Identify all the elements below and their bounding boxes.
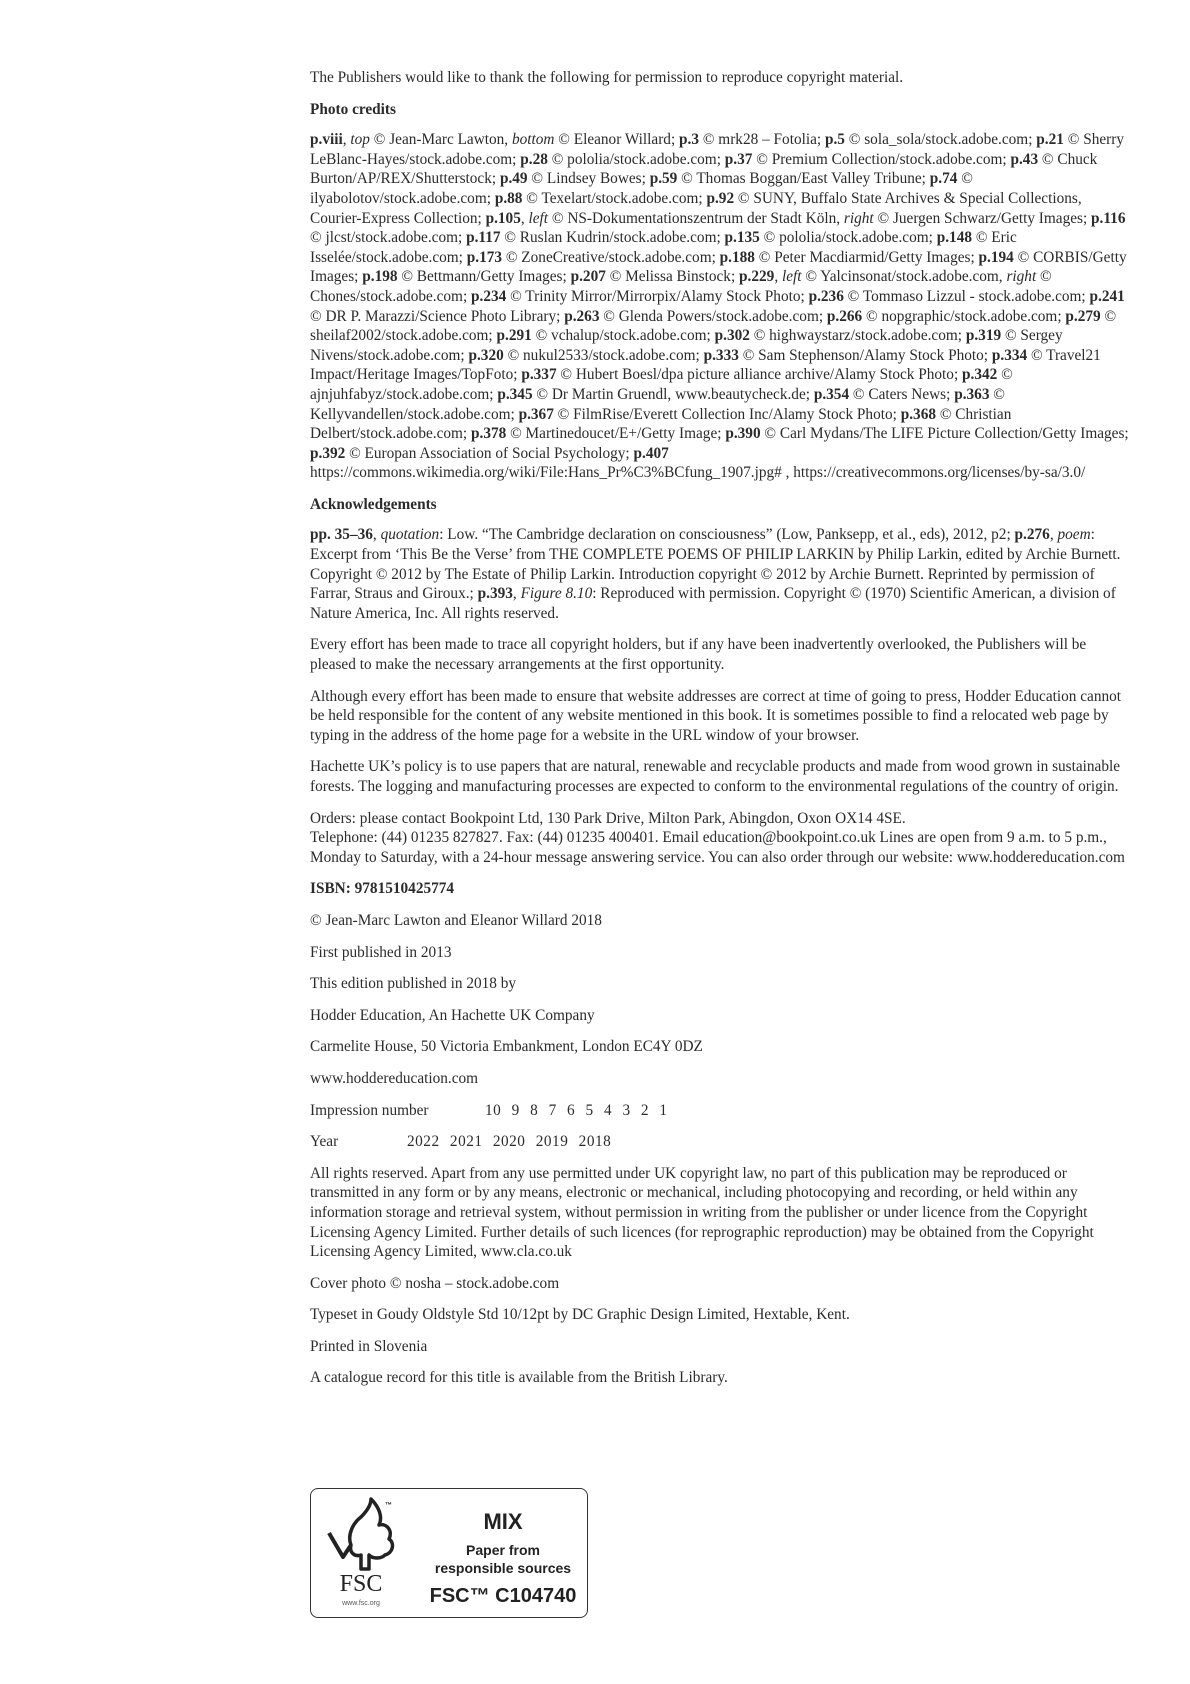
publisher-address: Carmelite House, 50 Victoria Embankment, London EC4Y 0DZ [310, 1038, 703, 1056]
credit-text: © Europan Association of Social Psychology; [345, 444, 634, 462]
credit-text: , [342, 131, 351, 149]
credit-text: © mrk28 – Fotolia; [699, 131, 825, 149]
fsc-licence: FSC™ C104740 [429, 1585, 577, 1607]
credit-text: © Caters News; [849, 385, 955, 403]
page-ref: pp. 35–36 [310, 526, 373, 544]
credit-text: © vchalup/stock.adobe.com; [531, 327, 715, 345]
page-ref: p.viii [310, 131, 343, 149]
page-ref: p.49 [499, 170, 528, 188]
credit-text: © Tommaso Lizzul - stock.adobe.com; [843, 287, 1090, 305]
page-ref: p.337 [521, 366, 557, 384]
fsc-text-block [419, 1489, 587, 1608]
page-ref: p.367 [518, 405, 554, 423]
page-ref: p.363 [954, 385, 990, 403]
page-ref: p.241 [1089, 287, 1125, 305]
year-value: 2022 2021 2020 2019 2018 [407, 1133, 612, 1151]
page-ref: p.173 [466, 248, 503, 266]
page-ref: p.28 [520, 150, 548, 168]
page-ref: p.333 [703, 346, 739, 364]
credit-text: © sheilaf2002/stock.adobe.com; [310, 307, 1117, 345]
position-note: poem [1057, 526, 1091, 544]
credit-text: © Carl Mydans/The LIFE Picture Collection/Getty Images; [760, 425, 1129, 443]
credit-text: © CORBIS/Getty Images; [310, 248, 1127, 286]
credit-text: © NS-Dokumentationszentrum der Stadt Köln, [548, 209, 844, 227]
impression-row [310, 1101, 1130, 1121]
website-disclaimer-paragraph: Although every effort has been made to ensure that website addresses are correct at time of going to press, Hodder Education cannot be held responsible for the content of any website mentioned in this book. It is sometimes possible to find a relocated web page by typing in the address of the home page for a website in the URL window of your browser. [310, 687, 1122, 744]
copyright-line: © Jean-Marc Lawton and Eleanor Willard 2018 [310, 911, 602, 929]
credit-text: © Melissa Binstock; [605, 268, 740, 286]
credit-text: © Hubert Boesl/dpa picture alliance archive/Alamy Stock Photo; [556, 366, 963, 384]
page-ref: p.74 [929, 170, 958, 188]
credit-text: © Bettmann/Getty Images; [397, 268, 571, 286]
credit-text: © Martinedoucet/E+/Getty Image; [506, 425, 726, 443]
page-ref: p.378 [471, 425, 507, 443]
publisher-website: www.hoddereducation.com [310, 1069, 479, 1087]
credit-text: : Excerpt from ‘This Be the Verse’ from THE COMPLETE POEMS OF PHILIP LARKIN by Philip Larkin, edited by Archie Burnett. Copyright © 2012 by The Estate of Philip Larkin. Introduction copyright © 2012 by Archie Burnett. Reprinted by permission of Farrar, Straus and Giroux.; [310, 526, 1121, 603]
credit-text: , [774, 268, 782, 286]
acknowledgements-text [310, 525, 1130, 623]
orders-paragraph [310, 809, 1130, 868]
catalogue-line: A catalogue record for this title is available from the British Library. [310, 1369, 728, 1387]
page-ref: p.148 [936, 229, 972, 247]
page-ref: p.334 [991, 346, 1028, 364]
credit-text: © jlcst/stock.adobe.com; [310, 229, 467, 247]
credit-text: : Low. “The Cambridge declaration on consciousness” (Low, Panksepp, et al., eds), 2012, p2; [439, 526, 1015, 544]
position-note: top [350, 131, 370, 149]
fsc-tree-icon [321, 1495, 401, 1611]
impression-label: Impression number [310, 1101, 429, 1119]
page-ref: p.188 [719, 248, 755, 266]
credit-text: © Sergey Nivens/stock.adobe.com; [310, 327, 1063, 364]
orders-line: Orders: please contact Bookpoint Ltd, 130 Park Drive, Milton Park, Abingdon, Oxon OX14 4SE. [310, 809, 906, 827]
credit-text: , [372, 526, 381, 544]
credit-text: © pololia/stock.adobe.com; [547, 150, 725, 168]
credit-text: © Thomas Boggan/East Valley Tribune; [677, 170, 930, 188]
fsc-tm-mark: ™ [385, 1502, 392, 1509]
page-ref: p.194 [978, 248, 1014, 266]
credit-text: © Peter Macdiarmid/Getty Images; [754, 248, 979, 266]
credit-text: © Glenda Powers/stock.adobe.com; [599, 307, 827, 325]
page-ref: p.291 [496, 327, 532, 345]
copyright-holders-paragraph: Every effort has been made to trace all copyright holders, but if any have been inadvertently overlooked, the Publishers will be pleased to make the necessary arrangements at the first opportunity. [310, 636, 1087, 674]
fsc-source [419, 1541, 587, 1577]
year-label: Year [310, 1133, 339, 1151]
credit-text: © Yalcinsonat/stock.adobe.com, [801, 268, 1007, 286]
position-note: left [781, 268, 802, 286]
acknowledgements-heading: Acknowledgements [310, 495, 437, 513]
page-ref: p.392 [310, 444, 346, 462]
credit-text: © DR P. Marazzi/Science Photo Library; [310, 307, 565, 325]
position-note: Figure 8.10 [520, 585, 593, 603]
credit-text: © Travel21 Impact/Heritage Images/TopFoto; [310, 346, 1101, 384]
rights-paragraph: All rights reserved. Apart from any use permitted under UK copyright law, no part of this publication may be reproduced or transmitted in any form or by any means, electronic or mechanical, including photocopying and recording, or held within any information storage and retrieval system, without permission in writing from the publisher or under licence from the Copyright Licensing Agency Limited. Further details of such licences (for reprographic reproduction) may be obtained from the Copyright Licensing Agency Limited, www.cla.co.uk [310, 1164, 1094, 1261]
credit-text: © Ruslan Kudrin/stock.adobe.com; [500, 229, 725, 247]
page-ref: p.92 [706, 189, 735, 207]
isbn: ISBN: 9781510425774 [310, 880, 455, 898]
page-ref: p.105 [485, 209, 521, 227]
page-ref: p.207 [570, 268, 606, 286]
page-ref: p.393 [477, 585, 513, 603]
credit-text: https://commons.wikimedia.org/wiki/File:Hans_Pr%C3%BCfung_1907.jpg# , https://creativecommons.org/licenses/by-sa/3.0/ [310, 464, 1086, 482]
page-ref: p.43 [1010, 150, 1039, 168]
fsc-logo-text: FSC [339, 1571, 383, 1597]
page-ref: p.320 [468, 346, 504, 364]
credit-text: © Juergen Schwarz/Getty Images; [873, 209, 1092, 227]
credit-text: © nukul2533/stock.adobe.com; [503, 346, 704, 364]
edition-line: This edition published in 2018 by [310, 975, 517, 993]
page-ref: p.236 [808, 287, 844, 305]
credit-text: © Dr Martin Gruendl, www.beautycheck.de; [532, 385, 814, 403]
cover-photo-credit: Cover photo © nosha – stock.adobe.com [310, 1274, 560, 1292]
credit-text: © Texelart/stock.adobe.com; [522, 189, 707, 207]
page-ref: p.3 [679, 131, 700, 149]
page-ref: p.37 [724, 150, 753, 168]
position-note: quotation [380, 526, 440, 544]
page-ref: p.319 [965, 327, 1002, 345]
page-ref: p.263 [564, 307, 600, 325]
page-ref: p.116 [1091, 209, 1126, 227]
fsc-url: www.fsc.org [342, 1600, 380, 1607]
first-published: First published in 2013 [310, 943, 452, 961]
credit-text: , [520, 209, 529, 227]
printed-line: Printed in Slovenia [310, 1337, 428, 1355]
page-ref: p.345 [497, 385, 533, 403]
orders-contact: Telephone: (44) 01235 827827. Fax: (44) 01235 400401. Email education@bookpoint.co.uk Lines are open from 9 a.m. to 5 p.m., Monday to Saturday, with a 24-hour message answering service. You can also order through our website: www.hoddereducation.com [310, 829, 1125, 866]
fsc-label [310, 1488, 588, 1618]
credit-text: © Chones/stock.adobe.com; [310, 268, 1052, 305]
fsc-mix: MIX [483, 1509, 523, 1534]
credit-text: © Chuck Burton/AP/REX/Shutterstock; [310, 150, 1098, 188]
fsc-source-line2: responsible sources [434, 1560, 572, 1576]
credit-text: © Premium Collection/stock.adobe.com; [752, 150, 1011, 168]
page-ref: p.266 [826, 307, 863, 325]
credit-text: © ilyabolotov/stock.adobe.com; [310, 170, 973, 207]
credit-text: © sola_sola/stock.adobe.com; [844, 131, 1037, 149]
page-ref: p.5 [824, 131, 845, 149]
credit-text: © Kellyvandellen/stock.adobe.com; [310, 385, 1005, 423]
page-ref: p.88 [494, 189, 523, 207]
page-ref: p.234 [471, 287, 507, 305]
credit-text: © Jean-Marc Lawton, [369, 131, 512, 149]
credit-text: © Sherry LeBlanc-Hayes/stock.adobe.com; [310, 131, 1124, 168]
page-ref: p.279 [1065, 307, 1101, 325]
credit-text: © ajnjuhfabyz/stock.adobe.com; [310, 366, 1013, 403]
position-note: right [843, 209, 874, 227]
credit-text: © pololia/stock.adobe.com; [759, 229, 937, 247]
credit-text: © Eric Isselée/stock.adobe.com; [310, 229, 1017, 266]
page-ref: p.198 [362, 268, 398, 286]
credit-text: © Sam Stephenson/Alamy Stock Photo; [738, 346, 992, 364]
position-note: right [1006, 268, 1037, 286]
page-ref: p.276 [1014, 526, 1050, 544]
page-ref: p.390 [725, 425, 761, 443]
paper-policy-paragraph: Hachette UK’s policy is to use papers that are natural, renewable and recyclable products and made from wood grown in sustainable forests. The logging and manufacturing processes are expected to conform to the environmental regulations of the country of origin. [310, 758, 1121, 795]
position-note: left [528, 209, 549, 227]
credit-text: : Reproduced with permission. Copyright © (1970) Scientific American, a division of Nature America, Inc. All rights reserved. [310, 585, 1116, 622]
credit-text: © ZoneCreative/stock.adobe.com; [502, 248, 720, 266]
position-note: bottom [511, 131, 555, 149]
typeset-line: Typeset in Goudy Oldstyle Std 10/12pt by DC Graphic Design Limited, Hextable, Kent. [310, 1306, 850, 1324]
credit-text: © nopgraphic/stock.adobe.com; [862, 307, 1066, 325]
page-ref: p.342 [962, 366, 998, 384]
credit-text: © FilmRise/Everett Collection Inc/Alamy Stock Photo; [553, 405, 901, 423]
photo-credits-heading: Photo credits [310, 100, 396, 118]
year-row [310, 1132, 1130, 1152]
page-ref: p.229 [739, 268, 775, 286]
photo-credits-text [310, 130, 1130, 483]
page-ref: p.59 [649, 170, 678, 188]
page-ref: p.368 [900, 405, 936, 423]
credit-text: © Lindsey Bowes; [527, 170, 650, 188]
page-ref: p.117 [466, 229, 501, 247]
credit-text: © Trinity Mirror/Mirrorpix/Alamy Stock Photo; [506, 287, 809, 305]
publisher-name: Hodder Education, An Hachette UK Company [310, 1006, 595, 1024]
intro-text: The Publishers would like to thank the following for permission to reproduce copyright material. [310, 69, 904, 86]
fsc-source-line1: Paper from [466, 1542, 540, 1558]
page-ref: p.407 [633, 444, 669, 462]
credit-text: © SUNY, Buffalo State Archives & Special Collections, Courier-Express Collection; [310, 189, 1082, 227]
impression-value: 10 9 8 7 6 5 4 3 2 1 [485, 1101, 668, 1119]
page-ref: p.21 [1036, 131, 1064, 149]
credit-text: © highwaystarz/stock.adobe.com; [749, 327, 966, 345]
credit-text: © Christian Delbert/stock.adobe.com; [310, 405, 1012, 443]
page-ref: p.302 [714, 327, 750, 345]
page-ref: p.135 [724, 229, 760, 247]
page-ref: p.354 [813, 385, 850, 403]
credit-text: , [512, 585, 521, 603]
credit-text: , [1049, 526, 1058, 544]
credit-text: © Eleanor Willard; [554, 131, 680, 149]
copyright-page [310, 68, 1130, 1400]
